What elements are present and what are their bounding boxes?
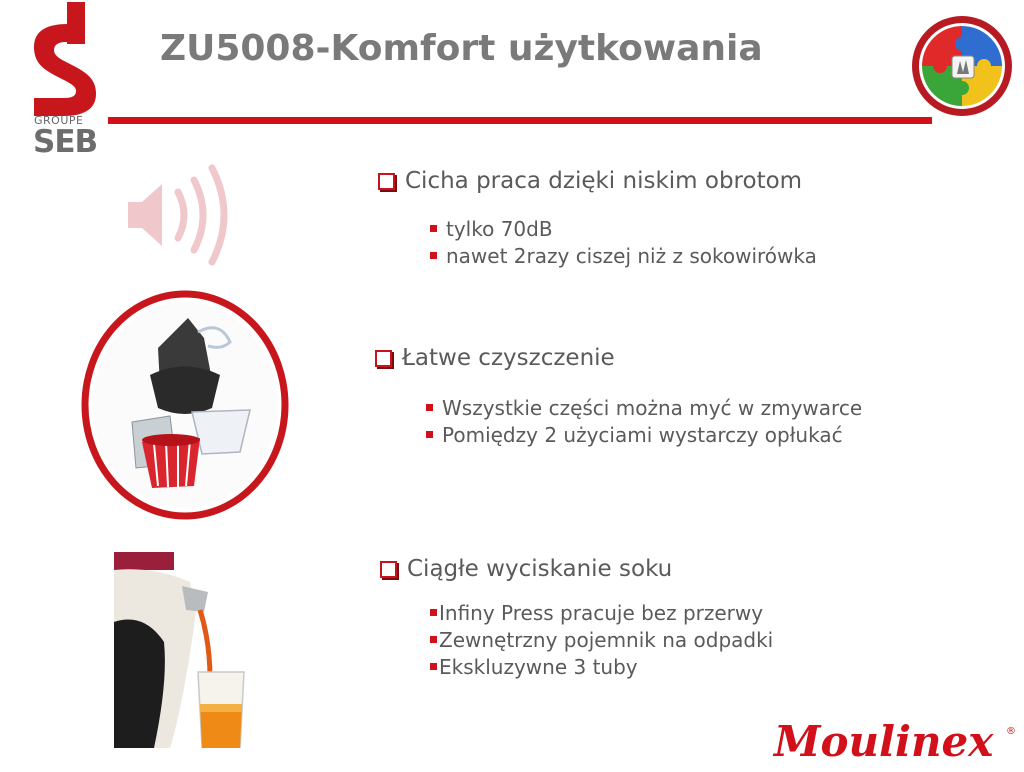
bullet-text: tylko 70dB [446, 216, 553, 241]
bullet-text: Infiny Press pracuje bez przerwy [439, 600, 764, 625]
section-heading-text: Ciągłe wyciskanie soku [407, 556, 673, 582]
red-square-bullet-icon [430, 252, 437, 259]
list-item [430, 215, 817, 242]
page-title: ZU5008-Komfort użytkowania [160, 28, 763, 69]
moulinex-logo [770, 708, 1020, 768]
section-continuous [380, 556, 672, 582]
juicer-parts-image [80, 290, 290, 520]
section-heading-text: Łatwe czyszczenie [402, 345, 615, 371]
logo-groupe-text: GROUPE [34, 114, 84, 127]
section-cleaning-bullets [426, 394, 862, 448]
section-quiet [378, 168, 802, 194]
list-item [426, 394, 862, 421]
section-heading [375, 345, 615, 371]
registered-mark: ® [1006, 726, 1016, 737]
red-square-bullet-icon [430, 225, 437, 232]
puzzle-badge-icon [910, 14, 1014, 118]
list-item [430, 242, 817, 269]
checkbox-square-icon [375, 350, 392, 367]
section-heading [380, 556, 672, 582]
red-square-bullet-icon [430, 636, 437, 643]
logo-seb-text: SEB [33, 124, 98, 160]
moulinex-logo-text: Moulinex [774, 717, 994, 766]
juicer-pouring-image [114, 552, 254, 748]
section-heading [378, 168, 802, 194]
groupe-seb-logo [30, 2, 110, 158]
checkbox-square-icon [380, 561, 397, 578]
bullet-text: Pomiędzy 2 użyciami wystarczy opłukać [442, 422, 843, 447]
bullet-text: Ekskluzywne 3 tuby [439, 654, 638, 679]
list-item [430, 626, 773, 653]
speaker-icon [120, 160, 240, 270]
section-heading-text: Cicha praca dzięki niskim obrotom [405, 168, 803, 194]
title-underline [108, 117, 932, 124]
bullet-text: nawet 2razy ciszej niż z sokowirówka [446, 243, 817, 268]
list-item [430, 599, 773, 626]
section-continuous-bullets [430, 599, 773, 680]
red-square-bullet-icon [426, 431, 433, 438]
seb-s-logo-icon [30, 2, 110, 117]
red-square-bullet-icon [430, 663, 437, 670]
checkbox-square-icon [378, 173, 395, 190]
bullet-text: Zewnętrzny pojemnik na odpadki [439, 627, 774, 652]
list-item [430, 653, 773, 680]
section-quiet-bullets [430, 215, 817, 269]
list-item [426, 421, 862, 448]
red-square-bullet-icon [426, 404, 433, 411]
bullet-text: Wszystkie części można myć w zmywarce [442, 395, 863, 420]
red-square-bullet-icon [430, 609, 437, 616]
section-cleaning [375, 345, 615, 371]
